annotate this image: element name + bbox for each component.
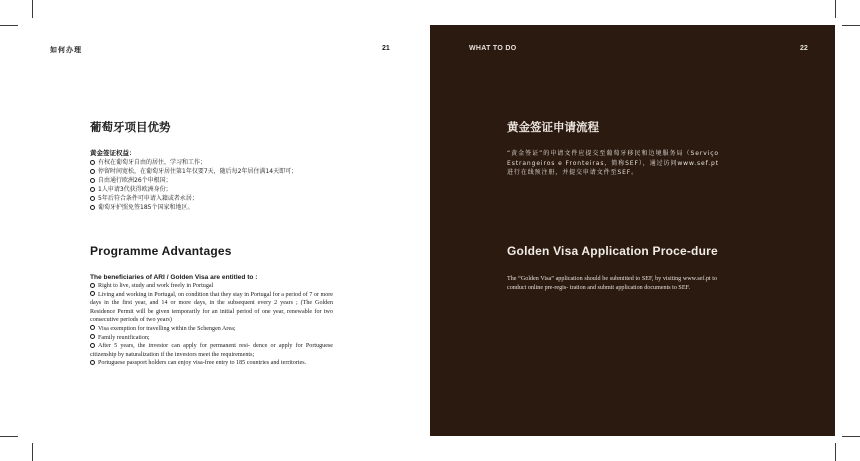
list-item: 葡萄牙护照免签185个国家和地区。 [90, 203, 340, 212]
list-item: Visa exemption for travelling within the Schengen Area; [90, 325, 333, 334]
crop-mark [0, 25, 18, 26]
bullet-icon [90, 360, 95, 365]
crop-mark [835, 443, 836, 461]
right-header: WHAT TO DO [469, 45, 517, 52]
bullet-icon [90, 205, 95, 210]
en-advantages-block [90, 274, 333, 368]
list-item: Living and working in Portugal, on condition that they stay in Portugal for a period of 7 or more days in the first year, and 14 or more days, in the subsequent every 2 years ; (The Golden Residence Permit will be given temporarily for an initial period of one year, renewable for two consecutive periods of two years) [90, 291, 333, 324]
crop-mark [32, 0, 33, 18]
list-item: Family reunification; [90, 334, 333, 343]
bullet-icon [90, 169, 95, 174]
bullet-icon [90, 187, 95, 192]
bullet-icon [90, 291, 95, 296]
list-item: 1人申请3代获得欧洲身份； [90, 185, 340, 194]
crop-mark [842, 25, 860, 26]
cn-benefits-subhead: 黄金签证权益： [90, 149, 136, 157]
cn-procedure-title: 黄金签证申请流程 [507, 120, 599, 134]
right-page-number: 22 [800, 45, 808, 52]
en-procedure-paragraph: The “Golden Visa” application should be submitted to SEF, by visiting www.sef.pt to conduct online pre-regis- tration and submit application documents to SEF. [507, 276, 717, 291]
right-page [430, 25, 835, 436]
left-header: 如何办理 [50, 47, 82, 54]
en-procedure-title: Golden Visa Application Proce-dure [507, 244, 718, 258]
list-item: Portuguese passport holders can enjoy visa-free entry to 185 countries and territories. [90, 359, 333, 368]
bullet-icon [90, 343, 95, 348]
bullet-icon [90, 196, 95, 201]
bullet-icon [90, 178, 95, 183]
en-advantages-title: Programme Advantages [90, 244, 232, 258]
bullet-icon [90, 325, 95, 330]
cn-procedure-paragraph: “黄金签证”的申请文件应提交至葡萄牙移民和边境服务局（Serviço Estrangeiros e Fronteiras，简称SEF），通过访问www.sef.pt进行在线预注册，并提交申请文件至SEF。 [507, 150, 719, 176]
left-page [32, 25, 430, 436]
crop-mark [842, 436, 860, 437]
crop-mark [32, 443, 33, 461]
list-item: 有权在葡萄牙自由的居住，学习和工作； [90, 158, 340, 167]
list-item: 5年后符合条件可申请入籍或者永居； [90, 194, 340, 203]
crop-mark [0, 436, 18, 437]
list-item: After 5 years, the investor can apply for permanent resi- dence or apply for Portuguese citizenship by naturalization if the investors meet the requirements; [90, 343, 333, 358]
bullet-icon [90, 334, 95, 339]
list-item: 停留时间宽松，在葡萄牙居住第1年仅要7天，随后每2年居住满14天即可； [90, 167, 340, 176]
bullet-icon [90, 160, 95, 165]
crop-mark [835, 0, 836, 18]
cn-advantages-title: 葡萄牙项目优势 [90, 120, 171, 134]
bullet-icon [90, 283, 95, 288]
cn-advantages-block [90, 148, 340, 212]
list-item: Right to live, study and work freely in Portugal [90, 282, 333, 291]
left-page-number: 21 [382, 45, 390, 52]
en-benefits-subhead: The beneficiaries of ARI / Golden Visa are entitled to : [90, 274, 258, 281]
list-item: 自由通行欧洲26个申根国； [90, 176, 340, 185]
